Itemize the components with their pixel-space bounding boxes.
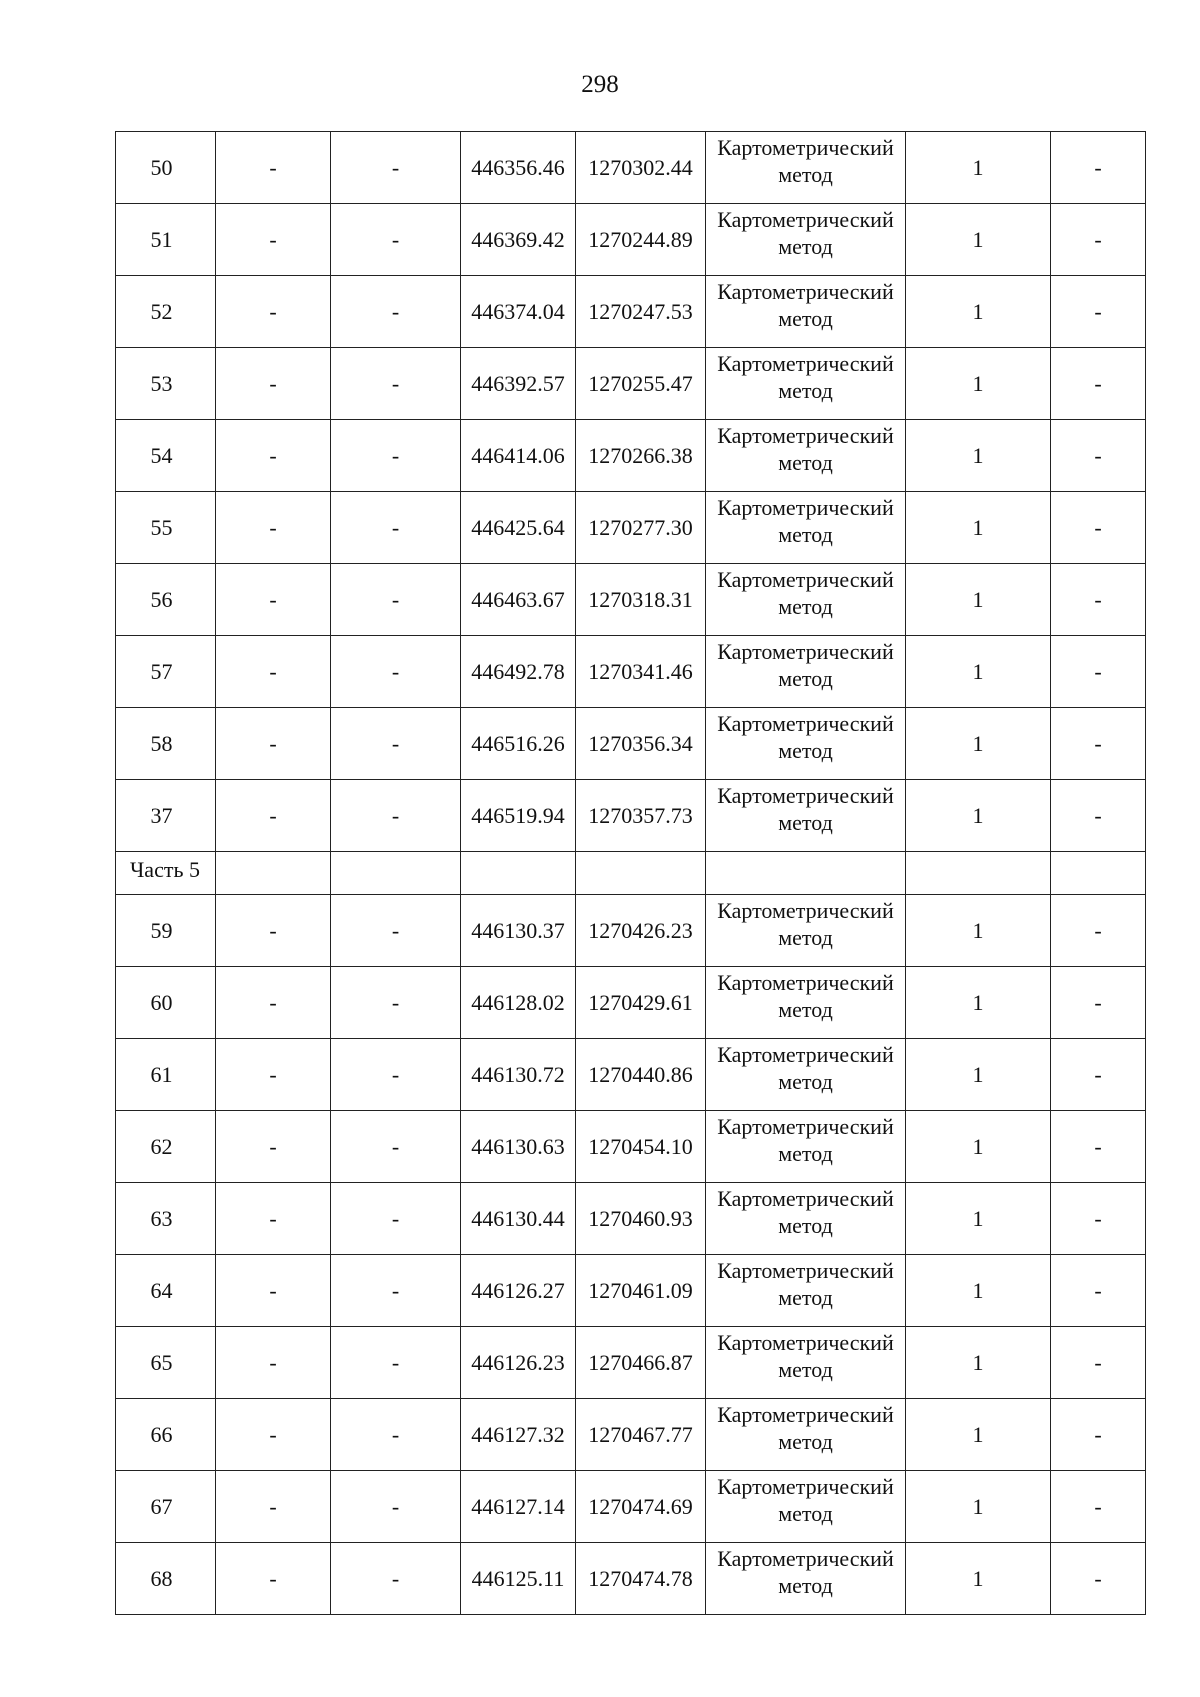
y-coordinate-cell: 1270454.10 bbox=[576, 1111, 706, 1183]
dash-cell: - bbox=[216, 895, 331, 967]
method-line-1: Картометрический bbox=[717, 207, 894, 232]
method-line-1: Картометрический bbox=[717, 783, 894, 808]
x-coordinate-cell: 446130.63 bbox=[461, 1111, 576, 1183]
method-line-2: метод bbox=[778, 1501, 833, 1526]
empty-cell bbox=[216, 852, 331, 895]
dash-cell: - bbox=[1051, 967, 1146, 1039]
y-coordinate-cell: 1270474.69 bbox=[576, 1471, 706, 1543]
coordinates-table bbox=[115, 131, 1146, 1615]
method-line-2: метод bbox=[778, 450, 833, 475]
x-coordinate-cell: 446374.04 bbox=[461, 276, 576, 348]
x-coordinate-cell: 446126.23 bbox=[461, 1327, 576, 1399]
point-number-cell: 68 bbox=[116, 1543, 216, 1615]
accuracy-cell: 1 bbox=[906, 492, 1051, 564]
dash-cell: - bbox=[331, 967, 461, 1039]
point-number-cell: 61 bbox=[116, 1039, 216, 1111]
point-number-cell: 62 bbox=[116, 1111, 216, 1183]
dash-cell: - bbox=[331, 636, 461, 708]
dash-cell: - bbox=[331, 564, 461, 636]
x-coordinate-cell: 446463.67 bbox=[461, 564, 576, 636]
method-line-2: метод bbox=[778, 162, 833, 187]
table-row bbox=[116, 1543, 1146, 1615]
x-coordinate-cell: 446125.11 bbox=[461, 1543, 576, 1615]
dash-cell: - bbox=[216, 564, 331, 636]
y-coordinate-cell: 1270341.46 bbox=[576, 636, 706, 708]
point-number-cell: 50 bbox=[116, 132, 216, 204]
method-line-1: Картометрический bbox=[717, 1186, 894, 1211]
method-line-1: Картометрический bbox=[717, 567, 894, 592]
table-row bbox=[116, 420, 1146, 492]
method-line-1: Картометрический bbox=[717, 1330, 894, 1355]
dash-cell: - bbox=[1051, 636, 1146, 708]
accuracy-cell: 1 bbox=[906, 636, 1051, 708]
y-coordinate-cell: 1270302.44 bbox=[576, 132, 706, 204]
dash-cell: - bbox=[216, 967, 331, 1039]
method-line-1: Картометрический bbox=[717, 1546, 894, 1571]
dash-cell: - bbox=[1051, 780, 1146, 852]
dash-cell: - bbox=[1051, 1399, 1146, 1471]
method-line-2: метод bbox=[778, 234, 833, 259]
empty-cell bbox=[706, 852, 906, 895]
dash-cell: - bbox=[1051, 492, 1146, 564]
dash-cell: - bbox=[216, 636, 331, 708]
method-line-1: Картометрический bbox=[717, 898, 894, 923]
empty-cell bbox=[1051, 852, 1146, 895]
y-coordinate-cell: 1270474.78 bbox=[576, 1543, 706, 1615]
x-coordinate-cell: 446425.64 bbox=[461, 492, 576, 564]
dash-cell: - bbox=[216, 708, 331, 780]
table-row bbox=[116, 132, 1146, 204]
x-coordinate-cell: 446130.72 bbox=[461, 1039, 576, 1111]
dash-cell: - bbox=[1051, 564, 1146, 636]
dash-cell: - bbox=[216, 1039, 331, 1111]
method-line-1: Картометрический bbox=[717, 135, 894, 160]
dash-cell: - bbox=[216, 1543, 331, 1615]
accuracy-cell: 1 bbox=[906, 420, 1051, 492]
table-row bbox=[116, 1399, 1146, 1471]
method-line-1: Картометрический bbox=[717, 1402, 894, 1427]
method-line-1: Картометрический bbox=[717, 711, 894, 736]
y-coordinate-cell: 1270467.77 bbox=[576, 1399, 706, 1471]
point-number-cell: 65 bbox=[116, 1327, 216, 1399]
dash-cell: - bbox=[331, 204, 461, 276]
method-cell bbox=[706, 1327, 906, 1399]
table-row bbox=[116, 708, 1146, 780]
dash-cell: - bbox=[331, 1327, 461, 1399]
dash-cell: - bbox=[216, 132, 331, 204]
method-cell bbox=[706, 895, 906, 967]
method-line-2: метод bbox=[778, 810, 833, 835]
method-cell bbox=[706, 564, 906, 636]
dash-cell: - bbox=[1051, 1543, 1146, 1615]
dash-cell: - bbox=[331, 1255, 461, 1327]
x-coordinate-cell: 446130.44 bbox=[461, 1183, 576, 1255]
point-number-cell: 59 bbox=[116, 895, 216, 967]
dash-cell: - bbox=[331, 1543, 461, 1615]
dash-cell: - bbox=[331, 1399, 461, 1471]
method-cell bbox=[706, 276, 906, 348]
method-line-1: Картометрический bbox=[717, 423, 894, 448]
section-row bbox=[116, 852, 1146, 895]
method-line-2: метод bbox=[778, 1141, 833, 1166]
y-coordinate-cell: 1270466.87 bbox=[576, 1327, 706, 1399]
accuracy-cell: 1 bbox=[906, 1399, 1051, 1471]
dash-cell: - bbox=[331, 420, 461, 492]
y-coordinate-cell: 1270277.30 bbox=[576, 492, 706, 564]
accuracy-cell: 1 bbox=[906, 204, 1051, 276]
method-line-2: метод bbox=[778, 1213, 833, 1238]
dash-cell: - bbox=[216, 1111, 331, 1183]
method-cell bbox=[706, 1543, 906, 1615]
dash-cell: - bbox=[1051, 1039, 1146, 1111]
table-row bbox=[116, 1183, 1146, 1255]
method-line-2: метод bbox=[778, 378, 833, 403]
dash-cell: - bbox=[216, 492, 331, 564]
x-coordinate-cell: 446369.42 bbox=[461, 204, 576, 276]
x-coordinate-cell: 446130.37 bbox=[461, 895, 576, 967]
accuracy-cell: 1 bbox=[906, 348, 1051, 420]
point-number-cell: 52 bbox=[116, 276, 216, 348]
dash-cell: - bbox=[331, 780, 461, 852]
y-coordinate-cell: 1270318.31 bbox=[576, 564, 706, 636]
accuracy-cell: 1 bbox=[906, 1471, 1051, 1543]
method-line-2: метод bbox=[778, 666, 833, 691]
dash-cell: - bbox=[331, 895, 461, 967]
method-cell bbox=[706, 1255, 906, 1327]
method-line-2: метод bbox=[778, 522, 833, 547]
point-number-cell: 37 bbox=[116, 780, 216, 852]
accuracy-cell: 1 bbox=[906, 708, 1051, 780]
point-number-cell: 64 bbox=[116, 1255, 216, 1327]
table-row bbox=[116, 780, 1146, 852]
x-coordinate-cell: 446519.94 bbox=[461, 780, 576, 852]
dash-cell: - bbox=[331, 132, 461, 204]
y-coordinate-cell: 1270460.93 bbox=[576, 1183, 706, 1255]
point-number-cell: 58 bbox=[116, 708, 216, 780]
dash-cell: - bbox=[1051, 276, 1146, 348]
method-cell bbox=[706, 1039, 906, 1111]
dash-cell: - bbox=[1051, 420, 1146, 492]
method-line-1: Картометрический bbox=[717, 1114, 894, 1139]
dash-cell: - bbox=[1051, 1255, 1146, 1327]
accuracy-cell: 1 bbox=[906, 1039, 1051, 1111]
method-cell bbox=[706, 967, 906, 1039]
y-coordinate-cell: 1270255.47 bbox=[576, 348, 706, 420]
dash-cell: - bbox=[1051, 895, 1146, 967]
method-line-1: Картометрический bbox=[717, 970, 894, 995]
dash-cell: - bbox=[1051, 348, 1146, 420]
table-row bbox=[116, 895, 1146, 967]
table-row bbox=[116, 1255, 1146, 1327]
x-coordinate-cell: 446492.78 bbox=[461, 636, 576, 708]
dash-cell: - bbox=[1051, 1327, 1146, 1399]
point-number-cell: 56 bbox=[116, 564, 216, 636]
method-line-2: метод bbox=[778, 1573, 833, 1598]
dash-cell: - bbox=[216, 1471, 331, 1543]
dash-cell: - bbox=[216, 1399, 331, 1471]
method-line-1: Картометрический bbox=[717, 639, 894, 664]
y-coordinate-cell: 1270247.53 bbox=[576, 276, 706, 348]
table-row bbox=[116, 348, 1146, 420]
empty-cell bbox=[461, 852, 576, 895]
accuracy-cell: 1 bbox=[906, 1111, 1051, 1183]
dash-cell: - bbox=[331, 348, 461, 420]
x-coordinate-cell: 446127.32 bbox=[461, 1399, 576, 1471]
dash-cell: - bbox=[331, 708, 461, 780]
y-coordinate-cell: 1270426.23 bbox=[576, 895, 706, 967]
y-coordinate-cell: 1270357.73 bbox=[576, 780, 706, 852]
method-line-2: метод bbox=[778, 738, 833, 763]
accuracy-cell: 1 bbox=[906, 1183, 1051, 1255]
method-line-1: Картометрический bbox=[717, 1258, 894, 1283]
method-cell bbox=[706, 1111, 906, 1183]
dash-cell: - bbox=[331, 1183, 461, 1255]
method-cell bbox=[706, 492, 906, 564]
point-number-cell: 60 bbox=[116, 967, 216, 1039]
dash-cell: - bbox=[216, 1255, 331, 1327]
table-row bbox=[116, 564, 1146, 636]
method-cell bbox=[706, 708, 906, 780]
coordinates-table-body bbox=[116, 132, 1146, 1615]
x-coordinate-cell: 446516.26 bbox=[461, 708, 576, 780]
point-number-cell: 54 bbox=[116, 420, 216, 492]
method-line-2: метод bbox=[778, 1285, 833, 1310]
y-coordinate-cell: 1270244.89 bbox=[576, 204, 706, 276]
dash-cell: - bbox=[216, 780, 331, 852]
method-cell bbox=[706, 1399, 906, 1471]
dash-cell: - bbox=[216, 420, 331, 492]
x-coordinate-cell: 446128.02 bbox=[461, 967, 576, 1039]
dash-cell: - bbox=[216, 1327, 331, 1399]
dash-cell: - bbox=[1051, 132, 1146, 204]
y-coordinate-cell: 1270356.34 bbox=[576, 708, 706, 780]
point-number-cell: 53 bbox=[116, 348, 216, 420]
x-coordinate-cell: 446414.06 bbox=[461, 420, 576, 492]
y-coordinate-cell: 1270266.38 bbox=[576, 420, 706, 492]
dash-cell: - bbox=[1051, 1183, 1146, 1255]
x-coordinate-cell: 446126.27 bbox=[461, 1255, 576, 1327]
dash-cell: - bbox=[331, 492, 461, 564]
empty-cell bbox=[576, 852, 706, 895]
page-number: 298 bbox=[581, 71, 619, 98]
method-line-1: Картометрический bbox=[717, 279, 894, 304]
method-cell bbox=[706, 348, 906, 420]
accuracy-cell: 1 bbox=[906, 895, 1051, 967]
point-number-cell: 51 bbox=[116, 204, 216, 276]
empty-cell bbox=[331, 852, 461, 895]
table-row bbox=[116, 1111, 1146, 1183]
x-coordinate-cell: 446127.14 bbox=[461, 1471, 576, 1543]
method-line-2: метод bbox=[778, 1429, 833, 1454]
point-number-cell: 66 bbox=[116, 1399, 216, 1471]
y-coordinate-cell: 1270461.09 bbox=[576, 1255, 706, 1327]
table-row bbox=[116, 204, 1146, 276]
method-cell bbox=[706, 420, 906, 492]
table-row bbox=[116, 276, 1146, 348]
accuracy-cell: 1 bbox=[906, 1543, 1051, 1615]
dash-cell: - bbox=[216, 204, 331, 276]
accuracy-cell: 1 bbox=[906, 564, 1051, 636]
method-line-2: метод bbox=[778, 1357, 833, 1382]
empty-cell bbox=[906, 852, 1051, 895]
method-cell bbox=[706, 1471, 906, 1543]
point-number-cell: 57 bbox=[116, 636, 216, 708]
y-coordinate-cell: 1270440.86 bbox=[576, 1039, 706, 1111]
method-cell bbox=[706, 780, 906, 852]
method-line-1: Картометрический bbox=[717, 1474, 894, 1499]
table-row bbox=[116, 1039, 1146, 1111]
point-number-cell: 63 bbox=[116, 1183, 216, 1255]
dash-cell: - bbox=[216, 348, 331, 420]
dash-cell: - bbox=[331, 1471, 461, 1543]
dash-cell: - bbox=[216, 276, 331, 348]
method-line-1: Картометрический bbox=[717, 351, 894, 376]
method-cell bbox=[706, 132, 906, 204]
x-coordinate-cell: 446356.46 bbox=[461, 132, 576, 204]
dash-cell: - bbox=[331, 1039, 461, 1111]
method-cell bbox=[706, 204, 906, 276]
point-number-cell: 67 bbox=[116, 1471, 216, 1543]
method-line-2: метод bbox=[778, 1069, 833, 1094]
dash-cell: - bbox=[331, 276, 461, 348]
table-row bbox=[116, 492, 1146, 564]
x-coordinate-cell: 446392.57 bbox=[461, 348, 576, 420]
y-coordinate-cell: 1270429.61 bbox=[576, 967, 706, 1039]
table-row bbox=[116, 636, 1146, 708]
section-label: Часть 5 bbox=[116, 852, 216, 895]
table-row bbox=[116, 967, 1146, 1039]
dash-cell: - bbox=[216, 1183, 331, 1255]
method-line-2: метод bbox=[778, 594, 833, 619]
dash-cell: - bbox=[1051, 204, 1146, 276]
method-line-1: Картометрический bbox=[717, 1042, 894, 1067]
accuracy-cell: 1 bbox=[906, 132, 1051, 204]
dash-cell: - bbox=[1051, 1111, 1146, 1183]
dash-cell: - bbox=[331, 1111, 461, 1183]
accuracy-cell: 1 bbox=[906, 780, 1051, 852]
method-line-2: метод bbox=[778, 306, 833, 331]
table-row bbox=[116, 1471, 1146, 1543]
table-row bbox=[116, 1327, 1146, 1399]
dash-cell: - bbox=[1051, 708, 1146, 780]
method-line-1: Картометрический bbox=[717, 495, 894, 520]
accuracy-cell: 1 bbox=[906, 967, 1051, 1039]
accuracy-cell: 1 bbox=[906, 1255, 1051, 1327]
method-cell bbox=[706, 636, 906, 708]
method-line-2: метод bbox=[778, 925, 833, 950]
method-line-2: метод bbox=[778, 997, 833, 1022]
dash-cell: - bbox=[1051, 1471, 1146, 1543]
point-number-cell: 55 bbox=[116, 492, 216, 564]
accuracy-cell: 1 bbox=[906, 276, 1051, 348]
accuracy-cell: 1 bbox=[906, 1327, 1051, 1399]
method-cell bbox=[706, 1183, 906, 1255]
